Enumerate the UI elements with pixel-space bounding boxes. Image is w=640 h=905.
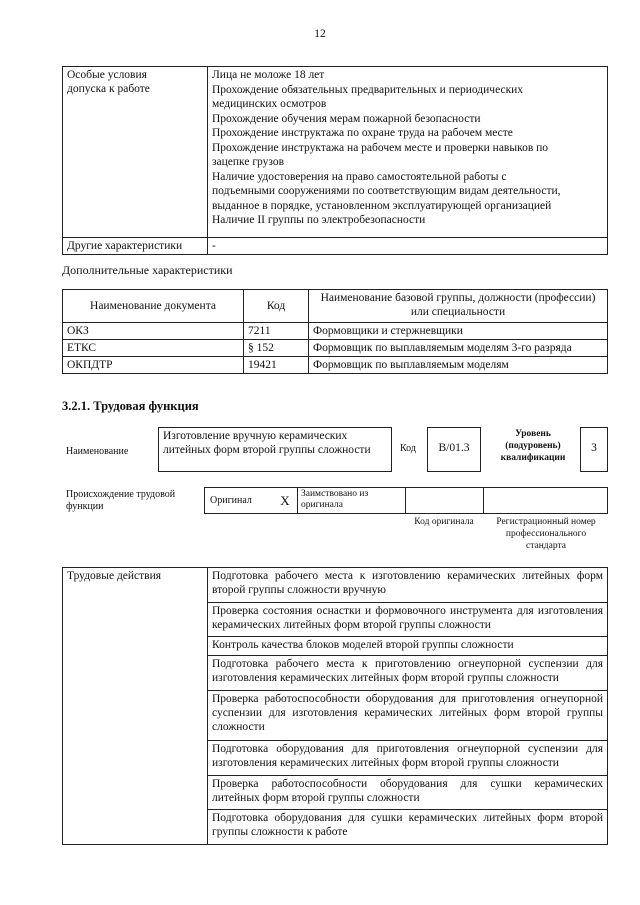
condition-line: Прохождение обучения мерам пожарной безопасности bbox=[212, 112, 481, 125]
origin-box bbox=[204, 487, 608, 514]
condition-line: зацепке грузов bbox=[212, 156, 285, 168]
condition-line: выданное в порядке, установленном эксплуатирующей организацией bbox=[212, 199, 552, 212]
group-cell: Формовщик по выплавляемым моделям bbox=[309, 357, 608, 374]
doc-name-cell: ОКЗ bbox=[63, 323, 244, 340]
header-code: Код bbox=[244, 290, 309, 323]
condition-line: Наличие удостоверения на право самостоятельной работы с bbox=[212, 170, 507, 183]
level-box bbox=[580, 427, 608, 472]
code-box bbox=[427, 427, 481, 472]
table-row bbox=[63, 340, 608, 357]
original-mark: X bbox=[273, 488, 298, 513]
origin-label: Происхождение трудовой функции bbox=[66, 489, 176, 512]
original-label: Оригинал bbox=[210, 495, 252, 506]
action-item: Подготовка рабочего места к изготовлению керамических литейных форм второй группы сложности вручную bbox=[208, 568, 608, 603]
condition-line: Наличие II группы по электробезопасности bbox=[212, 214, 426, 226]
doc-name-cell: ОКПДТР bbox=[63, 357, 244, 374]
action-item: Проверка работоспособности оборудования для сушки керамических литейных форм второй группы сложности bbox=[208, 775, 608, 810]
page-number: 12 bbox=[314, 28, 326, 40]
additional-table bbox=[62, 289, 608, 374]
additional-table-header bbox=[63, 290, 608, 323]
action-item: Контроль качества блоков моделей второй группы сложности bbox=[208, 637, 608, 656]
action-item: Подготовка оборудования для сушки керамических литейных форм второй группы сложности к работе bbox=[208, 810, 608, 845]
code-original-caption: Код оригинала bbox=[414, 517, 474, 527]
additional-characteristics-title: Дополнительные характеристики bbox=[62, 263, 233, 277]
other-characteristics-row bbox=[63, 238, 608, 255]
code-label: Код bbox=[400, 443, 416, 454]
special-conditions-label bbox=[63, 67, 208, 238]
doc-name-cell: ЕТКС bbox=[63, 340, 244, 357]
function-name-value: Изготовление вручную керамических литейных форм второй группы сложности bbox=[163, 430, 371, 456]
code-value: B/01.3 bbox=[438, 442, 470, 454]
table-row bbox=[63, 323, 608, 340]
header-document-name: Наименование документа bbox=[63, 290, 244, 323]
conditions-table bbox=[62, 66, 608, 255]
function-name-box bbox=[158, 427, 392, 472]
origin-divider bbox=[483, 488, 484, 513]
section-title: 3.2.1. Трудовая функция bbox=[62, 399, 199, 413]
action-item: Проверка состояния оснастки и формовочного инструмента для изготовления керамических литейных форм второй группы сложности bbox=[208, 602, 608, 637]
special-conditions-label-line: Особые условия bbox=[67, 69, 147, 81]
actions-label: Трудовые действия bbox=[63, 568, 208, 845]
borrowed-label: Заимствовано из оригинала bbox=[301, 489, 369, 510]
condition-line: подъемными сооружениями по соответствующим видам деятельности, bbox=[212, 185, 561, 197]
group-cell: Формовщик по выплавляемым моделям 3-го разряда bbox=[309, 340, 608, 357]
group-cell: Формовщики и стержневщики bbox=[309, 323, 608, 340]
actions-table bbox=[62, 567, 608, 845]
action-item: Проверка работоспособности оборудования для приготовления огнеупорной суспензии для изготовления керамических литейных форм второй группы сложности bbox=[208, 690, 608, 740]
special-conditions-value bbox=[208, 67, 608, 238]
other-characteristics-label: Другие характеристики bbox=[63, 238, 208, 255]
code-cell: 19421 bbox=[244, 357, 309, 374]
origin-divider bbox=[405, 488, 406, 513]
table-row bbox=[63, 357, 608, 374]
condition-line: Прохождение инструктажа по охране труда на рабочем месте bbox=[212, 127, 513, 139]
reg-number-caption: Регистрационный номер профессионального стандарта bbox=[496, 517, 596, 551]
table-row bbox=[63, 568, 608, 603]
level-value: 3 bbox=[591, 442, 597, 454]
special-conditions-row bbox=[63, 67, 608, 238]
condition-line: Прохождение инструктажа на рабочем месте и проверки навыков по bbox=[212, 141, 549, 154]
condition-line: Прохождение обязательных предварительных и периодических bbox=[212, 83, 524, 96]
special-conditions-label-line: допуска к работе bbox=[67, 83, 150, 95]
header-group-name: Наименование базовой группы, должности (профессии) или специальности bbox=[309, 290, 608, 323]
other-characteristics-value: - bbox=[208, 238, 608, 255]
level-label: Уровень (подуровень) квалификации bbox=[500, 429, 566, 463]
code-cell: 7211 bbox=[244, 323, 309, 340]
code-cell: § 152 bbox=[244, 340, 309, 357]
name-label: Наименование bbox=[66, 446, 129, 457]
action-item: Подготовка рабочего места к приготовлению огнеупорной суспензии для изготовления керамических литейных форм второй группы сложности bbox=[208, 656, 608, 691]
condition-line: медицинских осмотров bbox=[212, 98, 327, 110]
action-item: Подготовка оборудования для приготовления огнеупорной суспензии для изготовления керамических литейных форм второй группы сложности bbox=[208, 741, 608, 776]
condition-line: Лица не моложе 18 лет bbox=[212, 69, 325, 81]
